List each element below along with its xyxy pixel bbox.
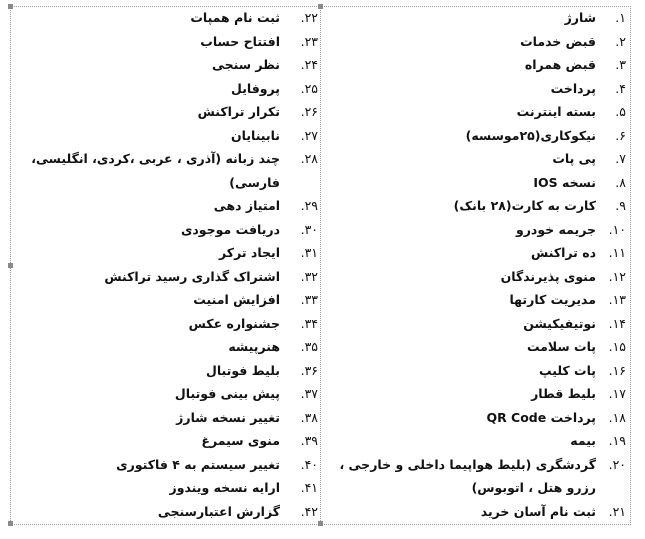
list-item: [6, 382, 318, 406]
item-number: ۳۰.: [300, 221, 318, 237]
item-number: ۲.: [615, 33, 626, 49]
item-text: قبض همراه: [524, 57, 596, 72]
column-divider: [320, 6, 321, 525]
item-number: ۳۲.: [300, 268, 318, 284]
item-number: ۱۳.: [608, 292, 626, 307]
item-number: ۲۱.: [608, 503, 626, 519]
item-number: ۱۸.: [608, 409, 626, 425]
item-text: نیکوکاری(۲۵موسسه): [465, 127, 596, 143]
item-number: ۴۲.: [300, 503, 318, 519]
feature-list-right: [330, 6, 626, 523]
item-text: نظر سنجی: [211, 57, 280, 72]
list-item: [330, 382, 626, 406]
item-text: هنرپیشه: [228, 339, 280, 354]
list-item: [6, 453, 318, 477]
item-text: نسخه IOS: [533, 174, 596, 190]
item-text: پات کلیپ: [538, 362, 596, 378]
item-number: ۹.: [615, 198, 626, 213]
item-number: ۳۱.: [300, 245, 318, 260]
list-item: [6, 218, 318, 242]
item-number: ۷.: [615, 151, 626, 166]
item-text: تغییر نسخه شارژ: [176, 409, 280, 425]
list-item: [330, 171, 626, 195]
item-number: ۱۲.: [608, 268, 626, 284]
item-text: ایجاد ترکر: [219, 245, 280, 260]
item-number: ۸.: [615, 174, 626, 190]
item-number: ۱۰.: [608, 221, 626, 237]
list-item: [6, 335, 318, 359]
item-text: امتیاز دهی: [213, 198, 280, 213]
item-text: چند زبانه (آذری ، عربی ،کردی، انگلیسی، فارسی): [31, 151, 280, 190]
item-text: منوی سیمرغ: [201, 433, 280, 448]
item-text: قبض خدمات: [520, 33, 596, 49]
item-text: شارژ: [564, 10, 596, 25]
list-item: [330, 30, 626, 54]
item-text: تکرار تراکنش: [197, 104, 280, 119]
item-text: مدیریت کارتها: [509, 292, 596, 307]
list-item: [6, 241, 318, 265]
resize-handle-top-mid[interactable]: [318, 4, 323, 9]
list-item: [6, 194, 318, 218]
item-text: پی پات: [552, 151, 596, 166]
list-item: [330, 77, 626, 101]
item-text: کارت به کارت(۲۸ بانک): [453, 198, 596, 213]
list-item: [330, 500, 626, 524]
list-item: [330, 312, 626, 336]
item-text: ثبت نام آسان خرید: [480, 503, 596, 519]
item-text: ثبت نام همپات: [190, 10, 280, 25]
list-item: [330, 194, 626, 218]
item-number: ۲۴.: [300, 57, 318, 72]
item-number: ۳۹.: [300, 433, 318, 448]
item-text: جریمه خودرو: [515, 221, 596, 237]
item-number: ۴۰.: [300, 456, 318, 472]
item-number: ۵.: [615, 104, 626, 119]
item-number: ۲۰.: [608, 456, 626, 472]
list-item: [330, 241, 626, 265]
list-item: [6, 30, 318, 54]
list-item: [6, 359, 318, 383]
item-text: جشنواره عکس: [188, 315, 280, 331]
item-number: ۳۸.: [300, 409, 318, 425]
list-item: [6, 406, 318, 430]
item-text: پرداخت: [550, 80, 596, 96]
item-text: افزایش امنیت: [193, 292, 280, 307]
item-text: پات سلامت: [526, 339, 596, 354]
item-text: بیمه: [570, 433, 596, 448]
item-number: ۳۶.: [300, 362, 318, 378]
list-item: [330, 124, 626, 148]
item-number: ۳۷.: [300, 386, 318, 401]
item-text: دریافت موجودی: [180, 221, 280, 237]
item-text: بسته اینترنت: [516, 104, 596, 119]
item-number: ۲۷.: [300, 127, 318, 143]
list-item: [330, 406, 626, 430]
item-text: منوی پذیرندگان: [500, 268, 596, 284]
item-number: ۱۷.: [608, 386, 626, 401]
item-text: نوتیفیکیشن: [523, 315, 596, 331]
item-number: ۳.: [615, 57, 626, 72]
item-number: ۱.: [615, 10, 626, 25]
resize-handle-bottom-mid[interactable]: [318, 521, 323, 526]
list-item: [6, 312, 318, 336]
item-number: ۴.: [615, 80, 626, 96]
list-item: [330, 147, 626, 171]
list-item: [6, 77, 318, 101]
item-number: ۱۴.: [608, 315, 626, 331]
list-item: [6, 147, 318, 194]
item-number: ۱۶.: [608, 362, 626, 378]
list-item: [330, 429, 626, 453]
list-item: [6, 429, 318, 453]
list-item: [330, 288, 626, 312]
item-text: گزارش اعتبارسنجی: [157, 503, 280, 519]
list-item: [6, 476, 318, 500]
item-text: پیش بینی فوتبال: [174, 386, 280, 401]
list-item: [330, 265, 626, 289]
item-number: ۱۹.: [608, 433, 626, 448]
feature-list-left: [6, 6, 318, 523]
list-item: [6, 288, 318, 312]
item-text: گردشگری (بلیط هواپیما داخلی و خارجی ، رزرو هتل ، اتوبوس): [339, 456, 596, 495]
item-number: ۲۲.: [300, 10, 318, 25]
item-number: ۲۸.: [300, 151, 318, 166]
item-number: ۲۹.: [300, 198, 318, 213]
item-number: ۴۱.: [300, 480, 318, 495]
item-number: ۲۳.: [300, 33, 318, 49]
list-item: [330, 218, 626, 242]
item-number: ۳۳.: [300, 292, 318, 307]
list-item: [6, 100, 318, 124]
item-text: تغییر سیستم به ۴ فاکتوری: [116, 456, 280, 472]
item-number: ۲۶.: [300, 104, 318, 119]
list-item: [6, 265, 318, 289]
list-item: [6, 124, 318, 148]
list-item: [6, 500, 318, 524]
list-item: [6, 53, 318, 77]
item-number: ۱۵.: [608, 339, 626, 354]
list-item: [330, 53, 626, 77]
item-number: ۳۵.: [300, 339, 318, 354]
item-number: ۲۵.: [300, 80, 318, 96]
item-text: اشتراک گذاری رسید تراکنش: [104, 268, 280, 284]
item-text: بلیط قطار: [531, 386, 596, 401]
item-number: ۱۱.: [608, 245, 626, 260]
list-item: [6, 6, 318, 30]
list-item: [330, 6, 626, 30]
item-text: نابینایان: [230, 127, 280, 143]
item-text: پرداخت QR Code: [486, 409, 596, 425]
item-text: ده تراکنش: [531, 245, 596, 260]
item-text: بلیط فوتبال: [206, 362, 280, 378]
item-text: پروفایل: [231, 80, 280, 96]
list-item: [330, 335, 626, 359]
item-text: افتتاح حساب: [200, 33, 280, 49]
item-number: ۳۴.: [300, 315, 318, 331]
list-item: [330, 453, 626, 500]
list-item: [330, 100, 626, 124]
list-item: [330, 359, 626, 383]
item-number: ۶.: [615, 127, 626, 143]
item-text: ارایه نسخه ویندوز: [169, 480, 280, 495]
